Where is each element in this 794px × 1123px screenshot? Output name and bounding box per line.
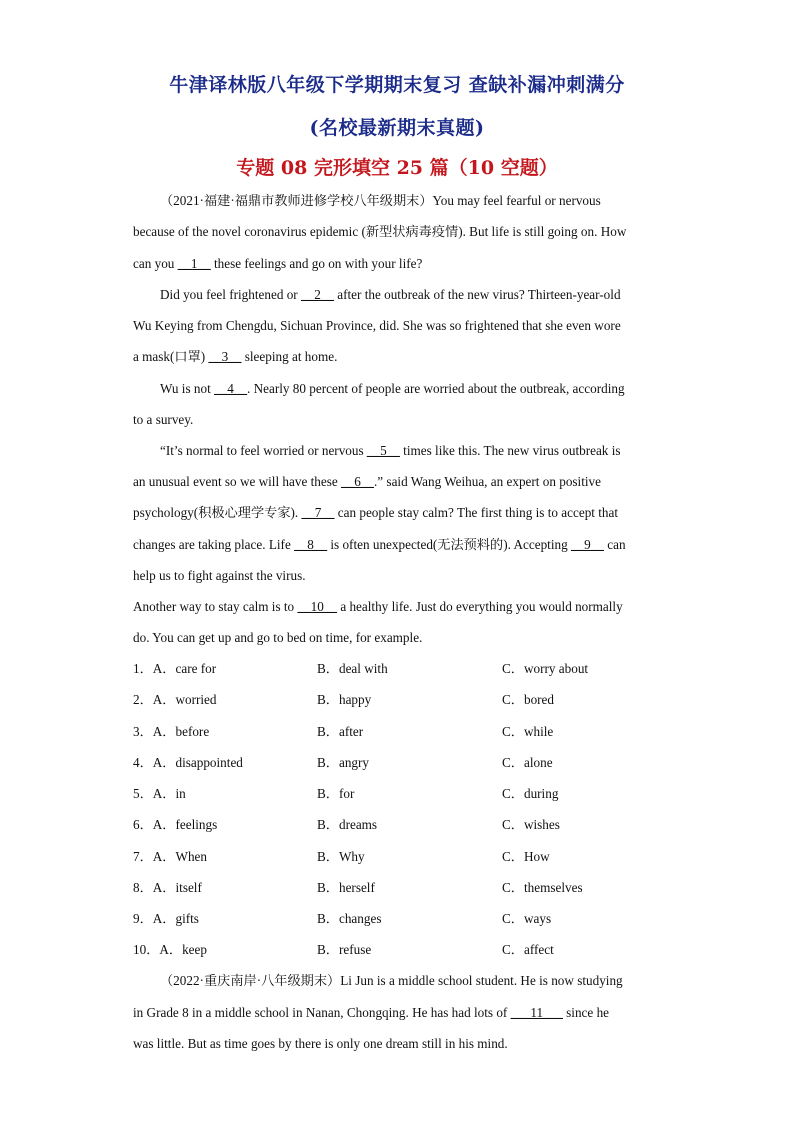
line-text: . Nearly 80 percent of people are worried about the outbreak, according <box>247 381 625 396</box>
line-text: times like this. The new virus outbreak is <box>399 443 621 458</box>
option-b: B．Why <box>317 849 365 864</box>
option-c: C．How <box>502 849 550 864</box>
line-text: after the outbreak of the new virus? Thirteen-year-old <box>333 287 621 302</box>
passage-line <box>133 536 663 554</box>
line-text: Wu Keying from Chengdu, Sichuan Province, did. She was so frightened that she even wore <box>133 318 621 333</box>
option-b: B．angry <box>317 755 370 770</box>
passage-line <box>133 567 663 585</box>
option-b: B．for <box>317 786 355 801</box>
option-c: C．alone <box>502 755 553 770</box>
answer-blank: __3__ <box>208 349 242 364</box>
option-b: B．after <box>317 724 364 739</box>
option-b: B．changes <box>317 911 382 926</box>
answer-blank: __10__ <box>297 599 338 614</box>
passage-line <box>133 348 663 366</box>
passage-line <box>133 1035 663 1053</box>
option-a: 6．A．feelings <box>133 817 218 832</box>
section-subtitle: 专题 08 完形填空 25 篇（10 空题） <box>236 157 558 179</box>
line-text: since he <box>562 1005 610 1020</box>
page-title-note: (名校最新期末真题) <box>309 117 485 139</box>
passage-line <box>133 473 663 491</box>
passage-line <box>133 504 663 522</box>
passage-line <box>160 380 663 398</box>
passage-line <box>160 286 663 304</box>
line-text: changes are taking place. Life <box>133 537 295 552</box>
line-text: Another way to stay calm is to <box>133 599 298 614</box>
line-text: a mask(口罩) <box>133 349 209 364</box>
line-text: Wu is not <box>160 381 215 396</box>
option-b: B．refuse <box>317 942 372 957</box>
line-text: （2022·重庆南岸·八年级期末）Li Jun is a middle school student. He is now studying <box>160 973 623 988</box>
option-a: 10．A．keep <box>133 942 207 957</box>
passage-line <box>133 411 663 429</box>
passage-line <box>133 223 663 241</box>
passage-line <box>133 317 663 335</box>
line-text: to a survey. <box>133 412 194 427</box>
passage-line <box>160 972 663 990</box>
answer-blank: __8__ <box>294 537 328 552</box>
line-text: .” said Wang Weihua, an expert on positive <box>373 474 601 489</box>
option-a: 2．A．worried <box>133 692 217 707</box>
line-text: in Grade 8 in a middle school in Nanan, Chongqing. He has had lots of <box>133 1005 511 1020</box>
option-b: B．dreams <box>317 817 378 832</box>
answer-blank: __2__ <box>301 287 334 302</box>
page-title: 牛津译林版八年级下学期期末复习 查缺补漏冲刺满分 <box>169 74 625 96</box>
line-text: is often unexpected(无法预料的). Accepting <box>327 537 571 552</box>
option-a: 9．A．gifts <box>133 911 199 926</box>
option-a: 1．A．care for <box>133 661 217 676</box>
answer-blank: ___11___ <box>510 1005 563 1020</box>
line-text: because of the novel coronavirus epidemic (新型状病毒疫情). But life is still going on. How <box>133 224 627 239</box>
passage-line <box>160 192 663 210</box>
line-text: Did you feel frightened or <box>160 287 301 302</box>
option-a: 7．A．When <box>133 849 207 864</box>
option-c: C．affect <box>502 942 554 957</box>
line-text: a healthy life. Just do everything you would normally <box>337 599 623 614</box>
option-c: C．bored <box>502 692 555 707</box>
option-b: B．herself <box>317 880 375 895</box>
passage-line <box>133 1004 663 1022</box>
line-text: sleeping at home. <box>241 349 338 364</box>
passage-line <box>133 255 663 273</box>
passage-line <box>160 442 663 460</box>
option-a: 8．A．itself <box>133 880 202 895</box>
line-text: can you <box>133 256 178 271</box>
line-text: can people stay calm? The first thing is to accept that <box>334 505 619 520</box>
option-c: C．wishes <box>502 817 560 832</box>
option-b: B．happy <box>317 692 372 707</box>
line-text: psychology(积极心理学专家). <box>133 505 302 520</box>
line-text: do. You can get up and go to bed on time, for example. <box>133 630 423 645</box>
line-text: “It’s normal to feel worried or nervous <box>160 443 367 458</box>
line-text: these feelings and go on with your life? <box>210 256 423 271</box>
answer-blank: __1__ <box>177 256 211 271</box>
passage-line <box>133 598 663 616</box>
option-c: C．during <box>502 786 559 801</box>
answer-blank: __7__ <box>301 505 335 520</box>
option-a: 3．A．before <box>133 724 210 739</box>
answer-blank: __5__ <box>366 443 400 458</box>
option-c: C．themselves <box>502 880 583 895</box>
answer-blank: __9__ <box>570 537 604 552</box>
passage-line <box>133 629 663 647</box>
option-b: B．deal with <box>317 661 388 676</box>
answer-blank: __6__ <box>341 474 374 489</box>
line-text: was little. But as time goes by there is only one dream still in his mind. <box>133 1036 508 1051</box>
line-text: can <box>603 537 626 552</box>
line-text: an unusual event so we will have these <box>133 474 342 489</box>
option-a: 4．A．disappointed <box>133 755 243 770</box>
answer-blank: __4__ <box>214 381 248 396</box>
option-a: 5．A．in <box>133 786 186 801</box>
option-c: C．ways <box>502 911 552 926</box>
option-c: C．while <box>502 724 554 739</box>
option-c: C．worry about <box>502 661 589 676</box>
line-text: （2021·福建·福鼎市教师进修学校八年级期末）You may feel fearful or nervous <box>160 193 601 208</box>
line-text: help us to fight against the virus. <box>133 568 306 583</box>
